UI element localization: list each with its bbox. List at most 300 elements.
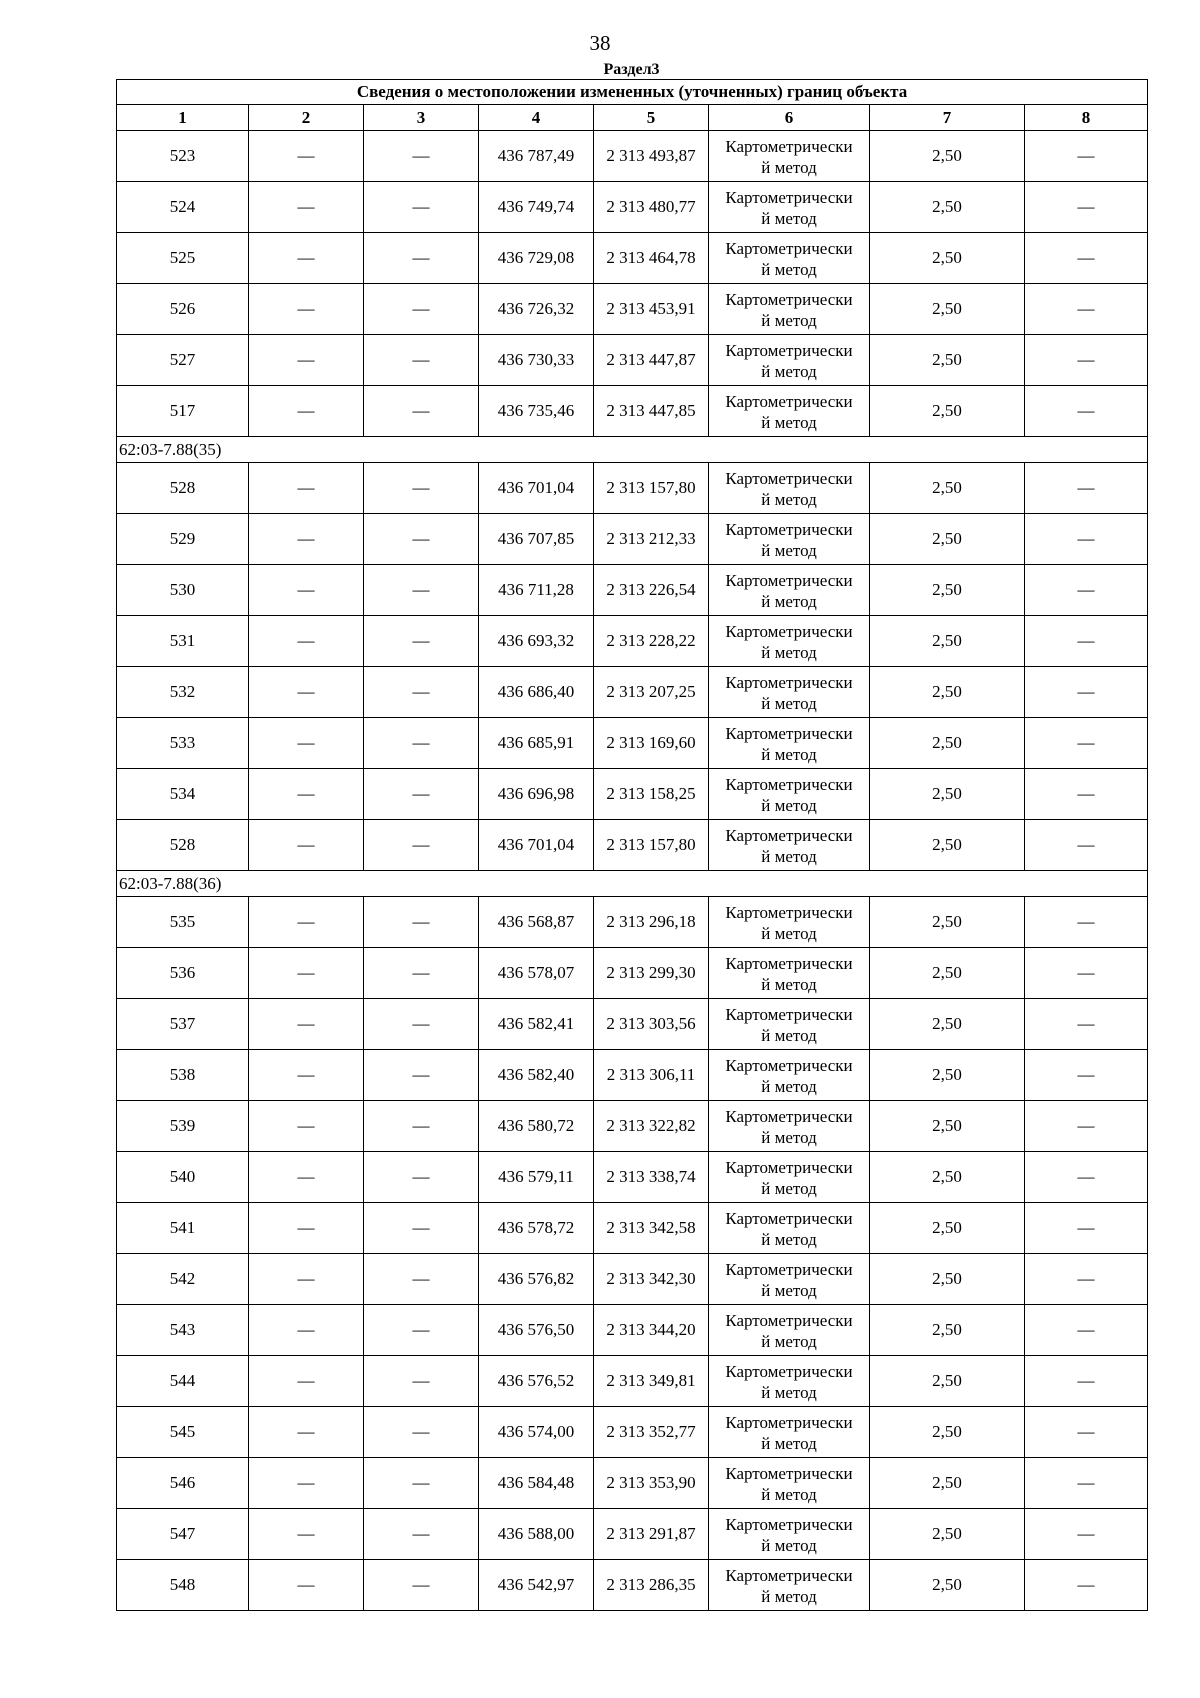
column-2-cell: —	[249, 514, 364, 565]
point-number-cell: 538	[117, 1050, 249, 1101]
method-line-1: Картометрически	[725, 571, 853, 590]
column-3-cell: —	[364, 667, 479, 718]
method-line-2: й метод	[761, 643, 817, 662]
column-2-cell: —	[249, 131, 364, 182]
point-number-cell: 539	[117, 1101, 249, 1152]
column-number: 3	[364, 105, 479, 131]
method-line-2: й метод	[761, 694, 817, 713]
column-8-cell: —	[1025, 948, 1148, 999]
column-number: 4	[479, 105, 594, 131]
method-line-1: Картометрически	[725, 673, 853, 692]
point-number-cell: 545	[117, 1407, 249, 1458]
method-cell	[709, 131, 870, 182]
point-number-cell: 528	[117, 820, 249, 871]
y-coordinate-cell: 2 313 157,80	[594, 820, 709, 871]
method-line-2: й метод	[761, 924, 817, 943]
method-line-1: Картометрически	[725, 188, 853, 207]
method-line-1: Картометрически	[725, 1260, 853, 1279]
column-8-cell: —	[1025, 565, 1148, 616]
column-number: 6	[709, 105, 870, 131]
column-3-cell: —	[364, 386, 479, 437]
column-8-cell: —	[1025, 182, 1148, 233]
table-row	[117, 769, 1148, 820]
column-3-cell: —	[364, 335, 479, 386]
method-cell	[709, 718, 870, 769]
column-8-cell: —	[1025, 1305, 1148, 1356]
column-8-cell: —	[1025, 1560, 1148, 1611]
point-number-cell: 528	[117, 463, 249, 514]
method-line-1: Картометрически	[725, 1209, 853, 1228]
y-coordinate-cell: 2 313 480,77	[594, 182, 709, 233]
method-line-2: й метод	[761, 1281, 817, 1300]
method-line-1: Картометрически	[725, 1464, 853, 1483]
accuracy-cell: 2,50	[870, 1509, 1025, 1560]
accuracy-cell: 2,50	[870, 131, 1025, 182]
method-cell	[709, 1509, 870, 1560]
column-3-cell: —	[364, 820, 479, 871]
x-coordinate-cell: 436 711,28	[479, 565, 594, 616]
x-coordinate-cell: 436 576,82	[479, 1254, 594, 1305]
method-line-2: й метод	[761, 1434, 817, 1453]
column-3-cell: —	[364, 948, 479, 999]
column-8-cell: —	[1025, 1254, 1148, 1305]
method-cell	[709, 284, 870, 335]
column-2-cell: —	[249, 1050, 364, 1101]
column-3-cell: —	[364, 1458, 479, 1509]
point-number-cell: 523	[117, 131, 249, 182]
method-line-1: Картометрически	[725, 826, 853, 845]
method-line-1: Картометрически	[725, 469, 853, 488]
column-8-cell: —	[1025, 386, 1148, 437]
column-3-cell: —	[364, 1254, 479, 1305]
table-row	[117, 1203, 1148, 1254]
column-8-cell: —	[1025, 667, 1148, 718]
column-8-cell: —	[1025, 514, 1148, 565]
table-row	[117, 1254, 1148, 1305]
point-number-cell: 529	[117, 514, 249, 565]
y-coordinate-cell: 2 313 338,74	[594, 1152, 709, 1203]
accuracy-cell: 2,50	[870, 1152, 1025, 1203]
x-coordinate-cell: 436 730,33	[479, 335, 594, 386]
accuracy-cell: 2,50	[870, 1203, 1025, 1254]
contour-group-row	[117, 437, 1148, 463]
table-row	[117, 1560, 1148, 1611]
method-cell	[709, 769, 870, 820]
method-cell	[709, 897, 870, 948]
y-coordinate-cell: 2 313 453,91	[594, 284, 709, 335]
column-2-cell: —	[249, 1101, 364, 1152]
column-8-cell: —	[1025, 1050, 1148, 1101]
accuracy-cell: 2,50	[870, 1050, 1025, 1101]
y-coordinate-cell: 2 313 157,80	[594, 463, 709, 514]
method-cell	[709, 1458, 870, 1509]
table-row	[117, 182, 1148, 233]
column-2-cell: —	[249, 999, 364, 1050]
point-number-cell: 547	[117, 1509, 249, 1560]
method-cell	[709, 999, 870, 1050]
point-number-cell: 531	[117, 616, 249, 667]
accuracy-cell: 2,50	[870, 820, 1025, 871]
column-3-cell: —	[364, 1407, 479, 1458]
method-line-1: Картометрически	[725, 392, 853, 411]
method-cell	[709, 820, 870, 871]
accuracy-cell: 2,50	[870, 514, 1025, 565]
column-2-cell: —	[249, 335, 364, 386]
x-coordinate-cell: 436 735,46	[479, 386, 594, 437]
accuracy-cell: 2,50	[870, 335, 1025, 386]
method-cell	[709, 1152, 870, 1203]
table-row	[117, 565, 1148, 616]
point-number-cell: 517	[117, 386, 249, 437]
column-number: 8	[1025, 105, 1148, 131]
method-line-1: Картометрически	[725, 1158, 853, 1177]
y-coordinate-cell: 2 313 169,60	[594, 718, 709, 769]
column-2-cell: —	[249, 1407, 364, 1458]
method-line-1: Картометрически	[725, 1515, 853, 1534]
method-line-2: й метод	[761, 1026, 817, 1045]
point-number-cell: 548	[117, 1560, 249, 1611]
method-line-1: Картометрически	[725, 1107, 853, 1126]
column-number: 1	[117, 105, 249, 131]
accuracy-cell: 2,50	[870, 897, 1025, 948]
method-line-1: Картометрически	[725, 290, 853, 309]
accuracy-cell: 2,50	[870, 769, 1025, 820]
method-line-1: Картометрически	[725, 775, 853, 794]
point-number-cell: 540	[117, 1152, 249, 1203]
method-line-1: Картометрически	[725, 1056, 853, 1075]
table-row	[117, 1356, 1148, 1407]
x-coordinate-cell: 436 582,40	[479, 1050, 594, 1101]
column-2-cell: —	[249, 284, 364, 335]
column-8-cell: —	[1025, 1152, 1148, 1203]
method-cell	[709, 1356, 870, 1407]
column-3-cell: —	[364, 284, 479, 335]
table-row	[117, 514, 1148, 565]
column-8-cell: —	[1025, 1101, 1148, 1152]
accuracy-cell: 2,50	[870, 1560, 1025, 1611]
point-number-cell: 541	[117, 1203, 249, 1254]
accuracy-cell: 2,50	[870, 1254, 1025, 1305]
column-3-cell: —	[364, 1203, 479, 1254]
column-8-cell: —	[1025, 131, 1148, 182]
x-coordinate-cell: 436 787,49	[479, 131, 594, 182]
column-8-cell: —	[1025, 718, 1148, 769]
point-number-cell: 526	[117, 284, 249, 335]
point-number-cell: 536	[117, 948, 249, 999]
method-cell	[709, 335, 870, 386]
column-2-cell: —	[249, 1305, 364, 1356]
column-2-cell: —	[249, 1560, 364, 1611]
method-cell	[709, 463, 870, 514]
point-number-cell: 534	[117, 769, 249, 820]
method-line-2: й метод	[761, 1128, 817, 1147]
x-coordinate-cell: 436 576,52	[479, 1356, 594, 1407]
y-coordinate-cell: 2 313 286,35	[594, 1560, 709, 1611]
x-coordinate-cell: 436 576,50	[479, 1305, 594, 1356]
column-3-cell: —	[364, 1509, 479, 1560]
y-coordinate-cell: 2 313 306,11	[594, 1050, 709, 1101]
method-line-1: Картометрически	[725, 520, 853, 539]
column-2-cell: —	[249, 1356, 364, 1407]
y-coordinate-cell: 2 313 342,58	[594, 1203, 709, 1254]
method-line-1: Картометрически	[725, 724, 853, 743]
column-3-cell: —	[364, 1050, 479, 1101]
x-coordinate-cell: 436 707,85	[479, 514, 594, 565]
table-row	[117, 233, 1148, 284]
method-line-2: й метод	[761, 745, 817, 764]
column-2-cell: —	[249, 897, 364, 948]
section-title: Раздел3	[603, 61, 660, 78]
method-line-2: й метод	[761, 260, 817, 279]
method-cell	[709, 1305, 870, 1356]
contour-label: 62:03-7.88(36)	[117, 871, 1148, 897]
point-number-cell: 546	[117, 1458, 249, 1509]
column-8-cell: —	[1025, 335, 1148, 386]
column-2-cell: —	[249, 565, 364, 616]
accuracy-cell: 2,50	[870, 182, 1025, 233]
accuracy-cell: 2,50	[870, 1356, 1025, 1407]
column-2-cell: —	[249, 718, 364, 769]
table-row	[117, 718, 1148, 769]
accuracy-cell: 2,50	[870, 999, 1025, 1050]
method-line-1: Картометрически	[725, 903, 853, 922]
method-line-1: Картометрически	[725, 1362, 853, 1381]
column-3-cell: —	[364, 1152, 479, 1203]
table-row	[117, 1509, 1148, 1560]
method-line-2: й метод	[761, 592, 817, 611]
column-3-cell: —	[364, 1305, 479, 1356]
method-line-1: Картометрически	[725, 1005, 853, 1024]
column-3-cell: —	[364, 999, 479, 1050]
method-cell	[709, 565, 870, 616]
column-number: 7	[870, 105, 1025, 131]
coordinates-table	[116, 79, 1148, 1611]
point-number-cell: 533	[117, 718, 249, 769]
table-row	[117, 1101, 1148, 1152]
column-3-cell: —	[364, 1560, 479, 1611]
column-2-cell: —	[249, 1152, 364, 1203]
column-8-cell: —	[1025, 616, 1148, 667]
method-line-2: й метод	[761, 158, 817, 177]
method-cell	[709, 616, 870, 667]
y-coordinate-cell: 2 313 349,81	[594, 1356, 709, 1407]
document-body	[116, 61, 1147, 1611]
column-8-cell: —	[1025, 1203, 1148, 1254]
table-row	[117, 897, 1148, 948]
column-3-cell: —	[364, 565, 479, 616]
column-2-cell: —	[249, 463, 364, 514]
accuracy-cell: 2,50	[870, 1407, 1025, 1458]
method-line-2: й метод	[761, 209, 817, 228]
column-3-cell: —	[364, 131, 479, 182]
method-line-1: Картометрически	[725, 1311, 853, 1330]
method-line-2: й метод	[761, 1485, 817, 1504]
column-8-cell: —	[1025, 1407, 1148, 1458]
method-line-2: й метод	[761, 796, 817, 815]
point-number-cell: 544	[117, 1356, 249, 1407]
column-8-cell: —	[1025, 820, 1148, 871]
x-coordinate-cell: 436 588,00	[479, 1509, 594, 1560]
method-line-1: Картометрически	[725, 954, 853, 973]
column-2-cell: —	[249, 769, 364, 820]
x-coordinate-cell: 436 579,11	[479, 1152, 594, 1203]
method-cell	[709, 514, 870, 565]
point-number-cell: 527	[117, 335, 249, 386]
table-row	[117, 820, 1148, 871]
x-coordinate-cell: 436 578,72	[479, 1203, 594, 1254]
y-coordinate-cell: 2 313 158,25	[594, 769, 709, 820]
method-line-2: й метод	[761, 413, 817, 432]
y-coordinate-cell: 2 313 447,85	[594, 386, 709, 437]
method-line-1: Картометрически	[725, 137, 853, 156]
point-number-cell: 542	[117, 1254, 249, 1305]
contour-group-row	[117, 871, 1148, 897]
x-coordinate-cell: 436 686,40	[479, 667, 594, 718]
column-2-cell: —	[249, 616, 364, 667]
method-cell	[709, 233, 870, 284]
y-coordinate-cell: 2 313 291,87	[594, 1509, 709, 1560]
method-cell	[709, 1407, 870, 1458]
y-coordinate-cell: 2 313 493,87	[594, 131, 709, 182]
column-2-cell: —	[249, 820, 364, 871]
method-line-2: й метод	[761, 1179, 817, 1198]
accuracy-cell: 2,50	[870, 616, 1025, 667]
method-line-2: й метод	[761, 541, 817, 560]
method-line-2: й метод	[761, 362, 817, 381]
x-coordinate-cell: 436 749,74	[479, 182, 594, 233]
column-3-cell: —	[364, 769, 479, 820]
table-row	[117, 616, 1148, 667]
y-coordinate-cell: 2 313 342,30	[594, 1254, 709, 1305]
page-number: 38	[589, 31, 611, 55]
column-3-cell: —	[364, 463, 479, 514]
accuracy-cell: 2,50	[870, 386, 1025, 437]
x-coordinate-cell: 436 701,04	[479, 463, 594, 514]
column-2-cell: —	[249, 386, 364, 437]
method-line-1: Картометрически	[725, 239, 853, 258]
method-cell	[709, 667, 870, 718]
accuracy-cell: 2,50	[870, 233, 1025, 284]
table-row	[117, 1050, 1148, 1101]
x-coordinate-cell: 436 580,72	[479, 1101, 594, 1152]
accuracy-cell: 2,50	[870, 565, 1025, 616]
method-cell	[709, 1254, 870, 1305]
method-line-2: й метод	[761, 1230, 817, 1249]
column-number-row	[117, 105, 1148, 131]
column-2-cell: —	[249, 1254, 364, 1305]
column-number: 5	[594, 105, 709, 131]
table-row	[117, 667, 1148, 718]
method-cell	[709, 182, 870, 233]
x-coordinate-cell: 436 696,98	[479, 769, 594, 820]
column-3-cell: —	[364, 233, 479, 284]
x-coordinate-cell: 436 568,87	[479, 897, 594, 948]
y-coordinate-cell: 2 313 353,90	[594, 1458, 709, 1509]
table-caption-row	[117, 80, 1148, 105]
column-2-cell: —	[249, 667, 364, 718]
method-line-2: й метод	[761, 1587, 817, 1606]
accuracy-cell: 2,50	[870, 718, 1025, 769]
y-coordinate-cell: 2 313 352,77	[594, 1407, 709, 1458]
y-coordinate-cell: 2 313 447,87	[594, 335, 709, 386]
table-row	[117, 131, 1148, 182]
x-coordinate-cell: 436 685,91	[479, 718, 594, 769]
point-number-cell: 537	[117, 999, 249, 1050]
column-2-cell: —	[249, 948, 364, 999]
method-line-2: й метод	[761, 847, 817, 866]
method-line-2: й метод	[761, 311, 817, 330]
method-line-2: й метод	[761, 1536, 817, 1555]
table-row	[117, 1305, 1148, 1356]
table-row	[117, 948, 1148, 999]
table-row	[117, 463, 1148, 514]
y-coordinate-cell: 2 313 212,33	[594, 514, 709, 565]
method-cell	[709, 1050, 870, 1101]
y-coordinate-cell: 2 313 464,78	[594, 233, 709, 284]
method-line-1: Картометрически	[725, 1566, 853, 1585]
point-number-cell: 524	[117, 182, 249, 233]
accuracy-cell: 2,50	[870, 948, 1025, 999]
method-cell	[709, 948, 870, 999]
column-8-cell: —	[1025, 769, 1148, 820]
accuracy-cell: 2,50	[870, 284, 1025, 335]
method-line-1: Картометрически	[725, 1413, 853, 1432]
accuracy-cell: 2,50	[870, 1305, 1025, 1356]
y-coordinate-cell: 2 313 207,25	[594, 667, 709, 718]
method-line-2: й метод	[761, 1383, 817, 1402]
method-line-1: Картометрически	[725, 622, 853, 641]
x-coordinate-cell: 436 693,32	[479, 616, 594, 667]
point-number-cell: 525	[117, 233, 249, 284]
table-row	[117, 335, 1148, 386]
column-8-cell: —	[1025, 999, 1148, 1050]
column-8-cell: —	[1025, 463, 1148, 514]
table-row	[117, 1152, 1148, 1203]
x-coordinate-cell: 436 584,48	[479, 1458, 594, 1509]
x-coordinate-cell: 436 578,07	[479, 948, 594, 999]
column-3-cell: —	[364, 182, 479, 233]
table-row	[117, 999, 1148, 1050]
point-number-cell: 532	[117, 667, 249, 718]
method-line-2: й метод	[761, 1077, 817, 1096]
x-coordinate-cell: 436 729,08	[479, 233, 594, 284]
y-coordinate-cell: 2 313 226,54	[594, 565, 709, 616]
column-8-cell: —	[1025, 897, 1148, 948]
contour-label: 62:03-7.88(35)	[117, 437, 1148, 463]
x-coordinate-cell: 436 701,04	[479, 820, 594, 871]
column-3-cell: —	[364, 1356, 479, 1407]
method-cell	[709, 386, 870, 437]
column-2-cell: —	[249, 1458, 364, 1509]
point-number-cell: 535	[117, 897, 249, 948]
method-line-2: й метод	[761, 975, 817, 994]
column-2-cell: —	[249, 1509, 364, 1560]
table-row	[117, 284, 1148, 335]
column-8-cell: —	[1025, 233, 1148, 284]
column-number: 2	[249, 105, 364, 131]
table-caption: Сведения о местоположении измененных (уточненных) границ объекта	[117, 80, 1148, 105]
y-coordinate-cell: 2 313 322,82	[594, 1101, 709, 1152]
table-row	[117, 1458, 1148, 1509]
y-coordinate-cell: 2 313 344,20	[594, 1305, 709, 1356]
column-3-cell: —	[364, 616, 479, 667]
column-3-cell: —	[364, 718, 479, 769]
column-8-cell: —	[1025, 1356, 1148, 1407]
column-3-cell: —	[364, 1101, 479, 1152]
column-8-cell: —	[1025, 1509, 1148, 1560]
x-coordinate-cell: 436 574,00	[479, 1407, 594, 1458]
accuracy-cell: 2,50	[870, 463, 1025, 514]
